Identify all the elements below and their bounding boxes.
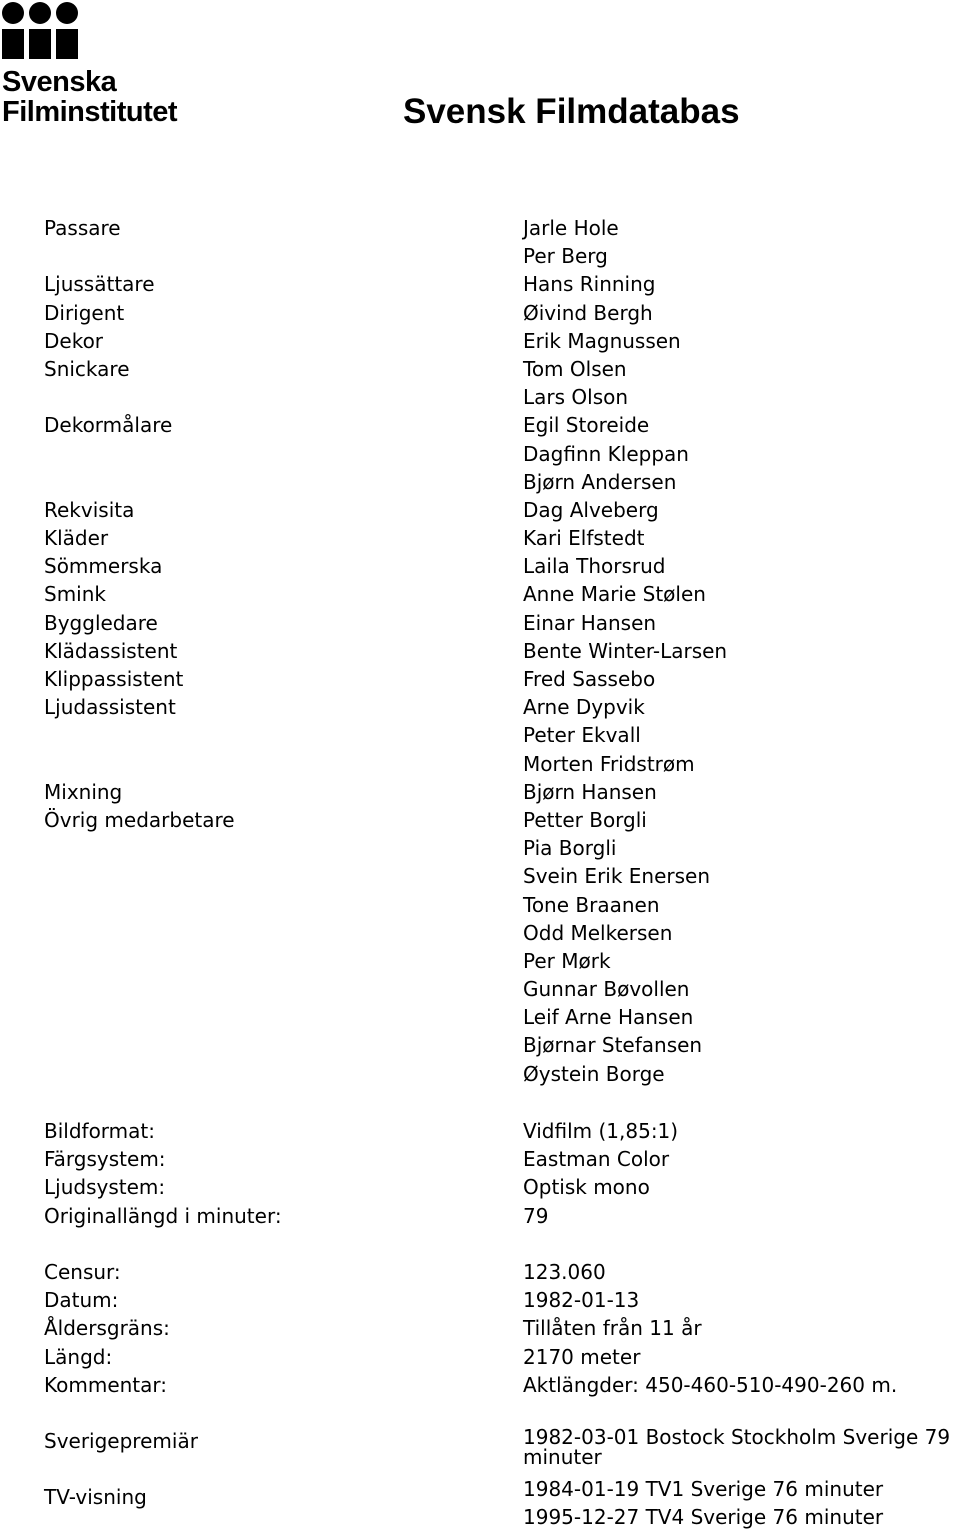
crew-name: Einar Hansen: [523, 610, 657, 635]
technical-labels: [44, 1117, 514, 1230]
sound-system-value: Optisk mono: [523, 1175, 650, 1200]
crew-name: Pia Borgli: [523, 836, 617, 861]
crew-name: Bjørnar Stefansen: [523, 1033, 703, 1058]
crew-name: Odd Melkersen: [523, 920, 673, 945]
crew-role: Kläder: [44, 526, 109, 551]
crew-role: [44, 721, 514, 749]
crew-name: Dag Alveberg: [523, 497, 659, 522]
crew-name: Erik Magnussen: [523, 328, 681, 353]
crew-name: Fred Sassebo: [523, 667, 656, 691]
technical-values: [523, 1117, 960, 1230]
date-label: Datum:: [44, 1288, 119, 1313]
svenska-filminstitutet-logo: [2, 2, 212, 132]
page-title: Svensk Filmdatabas: [403, 92, 740, 131]
crew-name: Øivind Bergh: [523, 300, 653, 325]
crew-role: Dekormålare: [44, 413, 173, 438]
crew-name: Peter Ekvall: [523, 723, 641, 748]
crew-name: Øystein Borge: [523, 1061, 665, 1086]
premiere-values: [523, 1427, 960, 1531]
premiere-labels: [44, 1427, 514, 1512]
crew-name: Jarle Hole: [523, 216, 619, 240]
censorship-label: Censur:: [44, 1260, 121, 1284]
crew-name: Gunnar Bøvollen: [523, 977, 690, 1002]
crew-name: Dagfinn Kleppan: [523, 441, 689, 466]
original-length-value: 79: [523, 1203, 549, 1228]
crew-name: Bente Winter-Larsen: [523, 638, 728, 663]
comment-label: Kommentar:: [44, 1372, 168, 1397]
crew-role: Sömmerska: [44, 554, 163, 579]
crew-role: Övrig medarbetare: [44, 807, 235, 832]
crew-name: Arne Dypvik: [523, 695, 645, 720]
tv-screening-value: 1995-12-27 TV4 Sverige 76 minuter: [523, 1505, 884, 1530]
crew-name: Bjørn Andersen: [523, 469, 677, 494]
length-label: Längd:: [44, 1344, 113, 1369]
crew-role: Klädassistent: [44, 638, 178, 663]
crew-role: [44, 440, 514, 468]
crew-role: Smink: [44, 582, 106, 607]
image-format-label: Bildformat:: [44, 1119, 155, 1143]
crew-role: Dirigent: [44, 300, 125, 325]
crew-role: Ljussättare: [44, 272, 155, 297]
crew-name: Anne Marie Stølen: [523, 582, 706, 607]
crew-role: [44, 242, 514, 270]
crew-name: Tom Olsen: [523, 356, 627, 381]
censorship-values: [523, 1258, 960, 1399]
crew-role: Byggledare: [44, 610, 158, 635]
crew-role: Dekor: [44, 328, 104, 353]
age-limit-label: Åldersgräns:: [44, 1316, 170, 1341]
crew-names-list: [523, 214, 960, 1088]
censorship-value: 123.060: [523, 1260, 606, 1284]
spacer: [44, 1455, 514, 1483]
crew-role: Rekvisita: [44, 497, 135, 522]
crew-name: Egil Storeide: [523, 413, 650, 438]
crew-role: [44, 750, 514, 778]
color-system-value: Eastman Color: [523, 1147, 670, 1172]
tv-screening-label: TV-visning: [44, 1485, 147, 1510]
crew-role: Klippassistent: [44, 667, 184, 691]
crew-name: Tone Braanen: [523, 892, 660, 917]
crew-role: [44, 383, 514, 411]
color-system-label: Färgsystem:: [44, 1147, 166, 1172]
crew-name: Morten Fridstrøm: [523, 751, 695, 776]
date-value: 1982-01-13: [523, 1288, 640, 1313]
sound-system-label: Ljudsystem:: [44, 1175, 166, 1200]
crew-role: Snickare: [44, 356, 130, 381]
crew-name: Leif Arne Hansen: [523, 1005, 694, 1030]
logo-text-svenska: Svenska: [2, 66, 117, 98]
crew-name: Hans Rinning: [523, 272, 656, 297]
crew-name: Per Berg: [523, 244, 608, 269]
crew-role: Passare: [44, 216, 121, 240]
image-format-value: Vidfilm (1,85:1): [523, 1119, 679, 1143]
crew-name: Kari Elfstedt: [523, 526, 645, 551]
crew-name: Petter Borgli: [523, 807, 647, 832]
crew-name: Svein Erik Enersen: [523, 864, 711, 889]
crew-role: [44, 468, 514, 496]
crew-name: Laila Thorsrud: [523, 554, 666, 579]
crew-roles-list: [44, 214, 514, 834]
logo-text-filminstitutet: Filminstitutet: [2, 96, 178, 128]
crew-role: Ljudassistent: [44, 695, 176, 720]
crew-name: Bjørn Hansen: [523, 779, 657, 804]
crew-role: Mixning: [44, 779, 123, 804]
censorship-labels: [44, 1258, 514, 1399]
sweden-premiere-value: 1982-03-01 Bostock Stockholm Sverige 79 minuter: [523, 1425, 951, 1469]
crew-name: Per Mørk: [523, 948, 611, 973]
original-length-label: Originallängd i minuter:: [44, 1203, 282, 1228]
crew-name: Lars Olson: [523, 385, 629, 410]
age-limit-value: Tillåten från 11 år: [523, 1316, 702, 1341]
tv-screening-value: 1984-01-19 TV1 Sverige 76 minuter: [523, 1477, 884, 1501]
comment-value: Aktlängder: 450-460-510-490-260 m.: [523, 1372, 898, 1397]
sweden-premiere-label: Sverigepremiär: [44, 1429, 198, 1453]
length-value: 2170 meter: [523, 1344, 641, 1369]
